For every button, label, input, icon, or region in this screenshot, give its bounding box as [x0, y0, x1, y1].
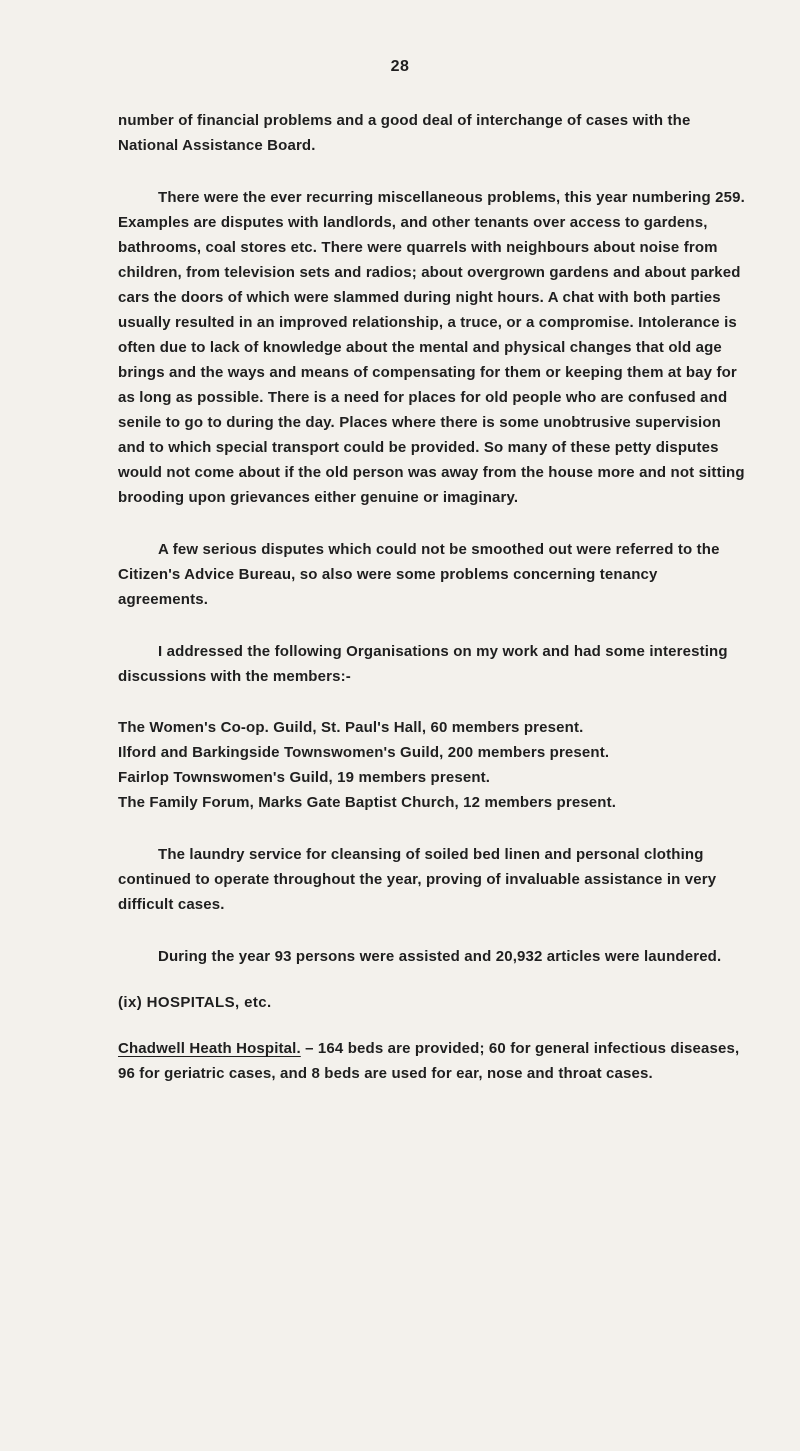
- paragraph-miscellaneous-problems: There were the ever recurring miscellaneous problems, this year numbering 259. Examples are disputes with landlords, and other tenants over access to gardens, bathrooms, coal stores etc. There were quarrels with neighbours about noise from children, from television sets and radios; about overgrown gardens and about parked cars the doors of which were slammed during night hours. A chat with both parties usually resulted in an improved relationship, a truce, or a compromise. Intolerance is often due to lack of knowledge about the mental and physical changes that old age brings and the ways and means of compensating for them or keeping them at bay for as long as possible. There is a need for places for old people who are confused and senile to go to during the day. Places where there is some unobtrusive supervision and to which special transport could be provided. So many of these petty disputes would not come about if the old person was away from the house more and not sitting brooding upon grievances either genuine or imaginary.: [118, 189, 745, 506]
- section-heading-hospitals: (ix) HOSPITALS, etc.: [118, 994, 272, 1011]
- hospital-name: Chadwell Heath Hospital.: [118, 1040, 301, 1057]
- organisations-list: [118, 715, 750, 815]
- paragraph-laundry-statistics: During the year 93 persons were assisted and 20,932 articles were laundered.: [158, 948, 722, 965]
- paragraph-laundry-service: The laundry service for cleansing of soiled bed linen and personal clothing continued to operate throughout the year, proving of invaluable assistance in very difficult cases.: [118, 846, 717, 913]
- organisation-item: The Women's Co-op. Guild, St. Paul's Hall, 60 members present.: [118, 719, 584, 736]
- organisation-item: Ilford and Barkingside Townswomen's Guild, 200 members present.: [118, 744, 610, 761]
- organisation-item: Fairlop Townswomen's Guild, 19 members present.: [118, 769, 491, 786]
- paragraph-continuation: number of financial problems and a good deal of interchange of cases with the National Assistance Board.: [118, 112, 691, 154]
- page-number: 28: [390, 58, 410, 75]
- paragraph-hospital: [118, 1036, 750, 1086]
- paragraph-serious-disputes: A few serious disputes which could not be smoothed out were referred to the Citizen's Advice Bureau, so also were some problems concerning tenancy agreements.: [118, 541, 720, 608]
- paragraph-organisations-intro: I addressed the following Organisations on my work and had some interesting discussions with the members:-: [118, 643, 728, 685]
- organisation-item: The Family Forum, Marks Gate Baptist Church, 12 members present.: [118, 794, 617, 811]
- hospital-details: – 164 beds are provided; 60 for general infectious diseases, 96 for geriatric cases, and 8 beds are used for ear, nose and throat cases.: [118, 1040, 740, 1082]
- page-body: [118, 108, 750, 1086]
